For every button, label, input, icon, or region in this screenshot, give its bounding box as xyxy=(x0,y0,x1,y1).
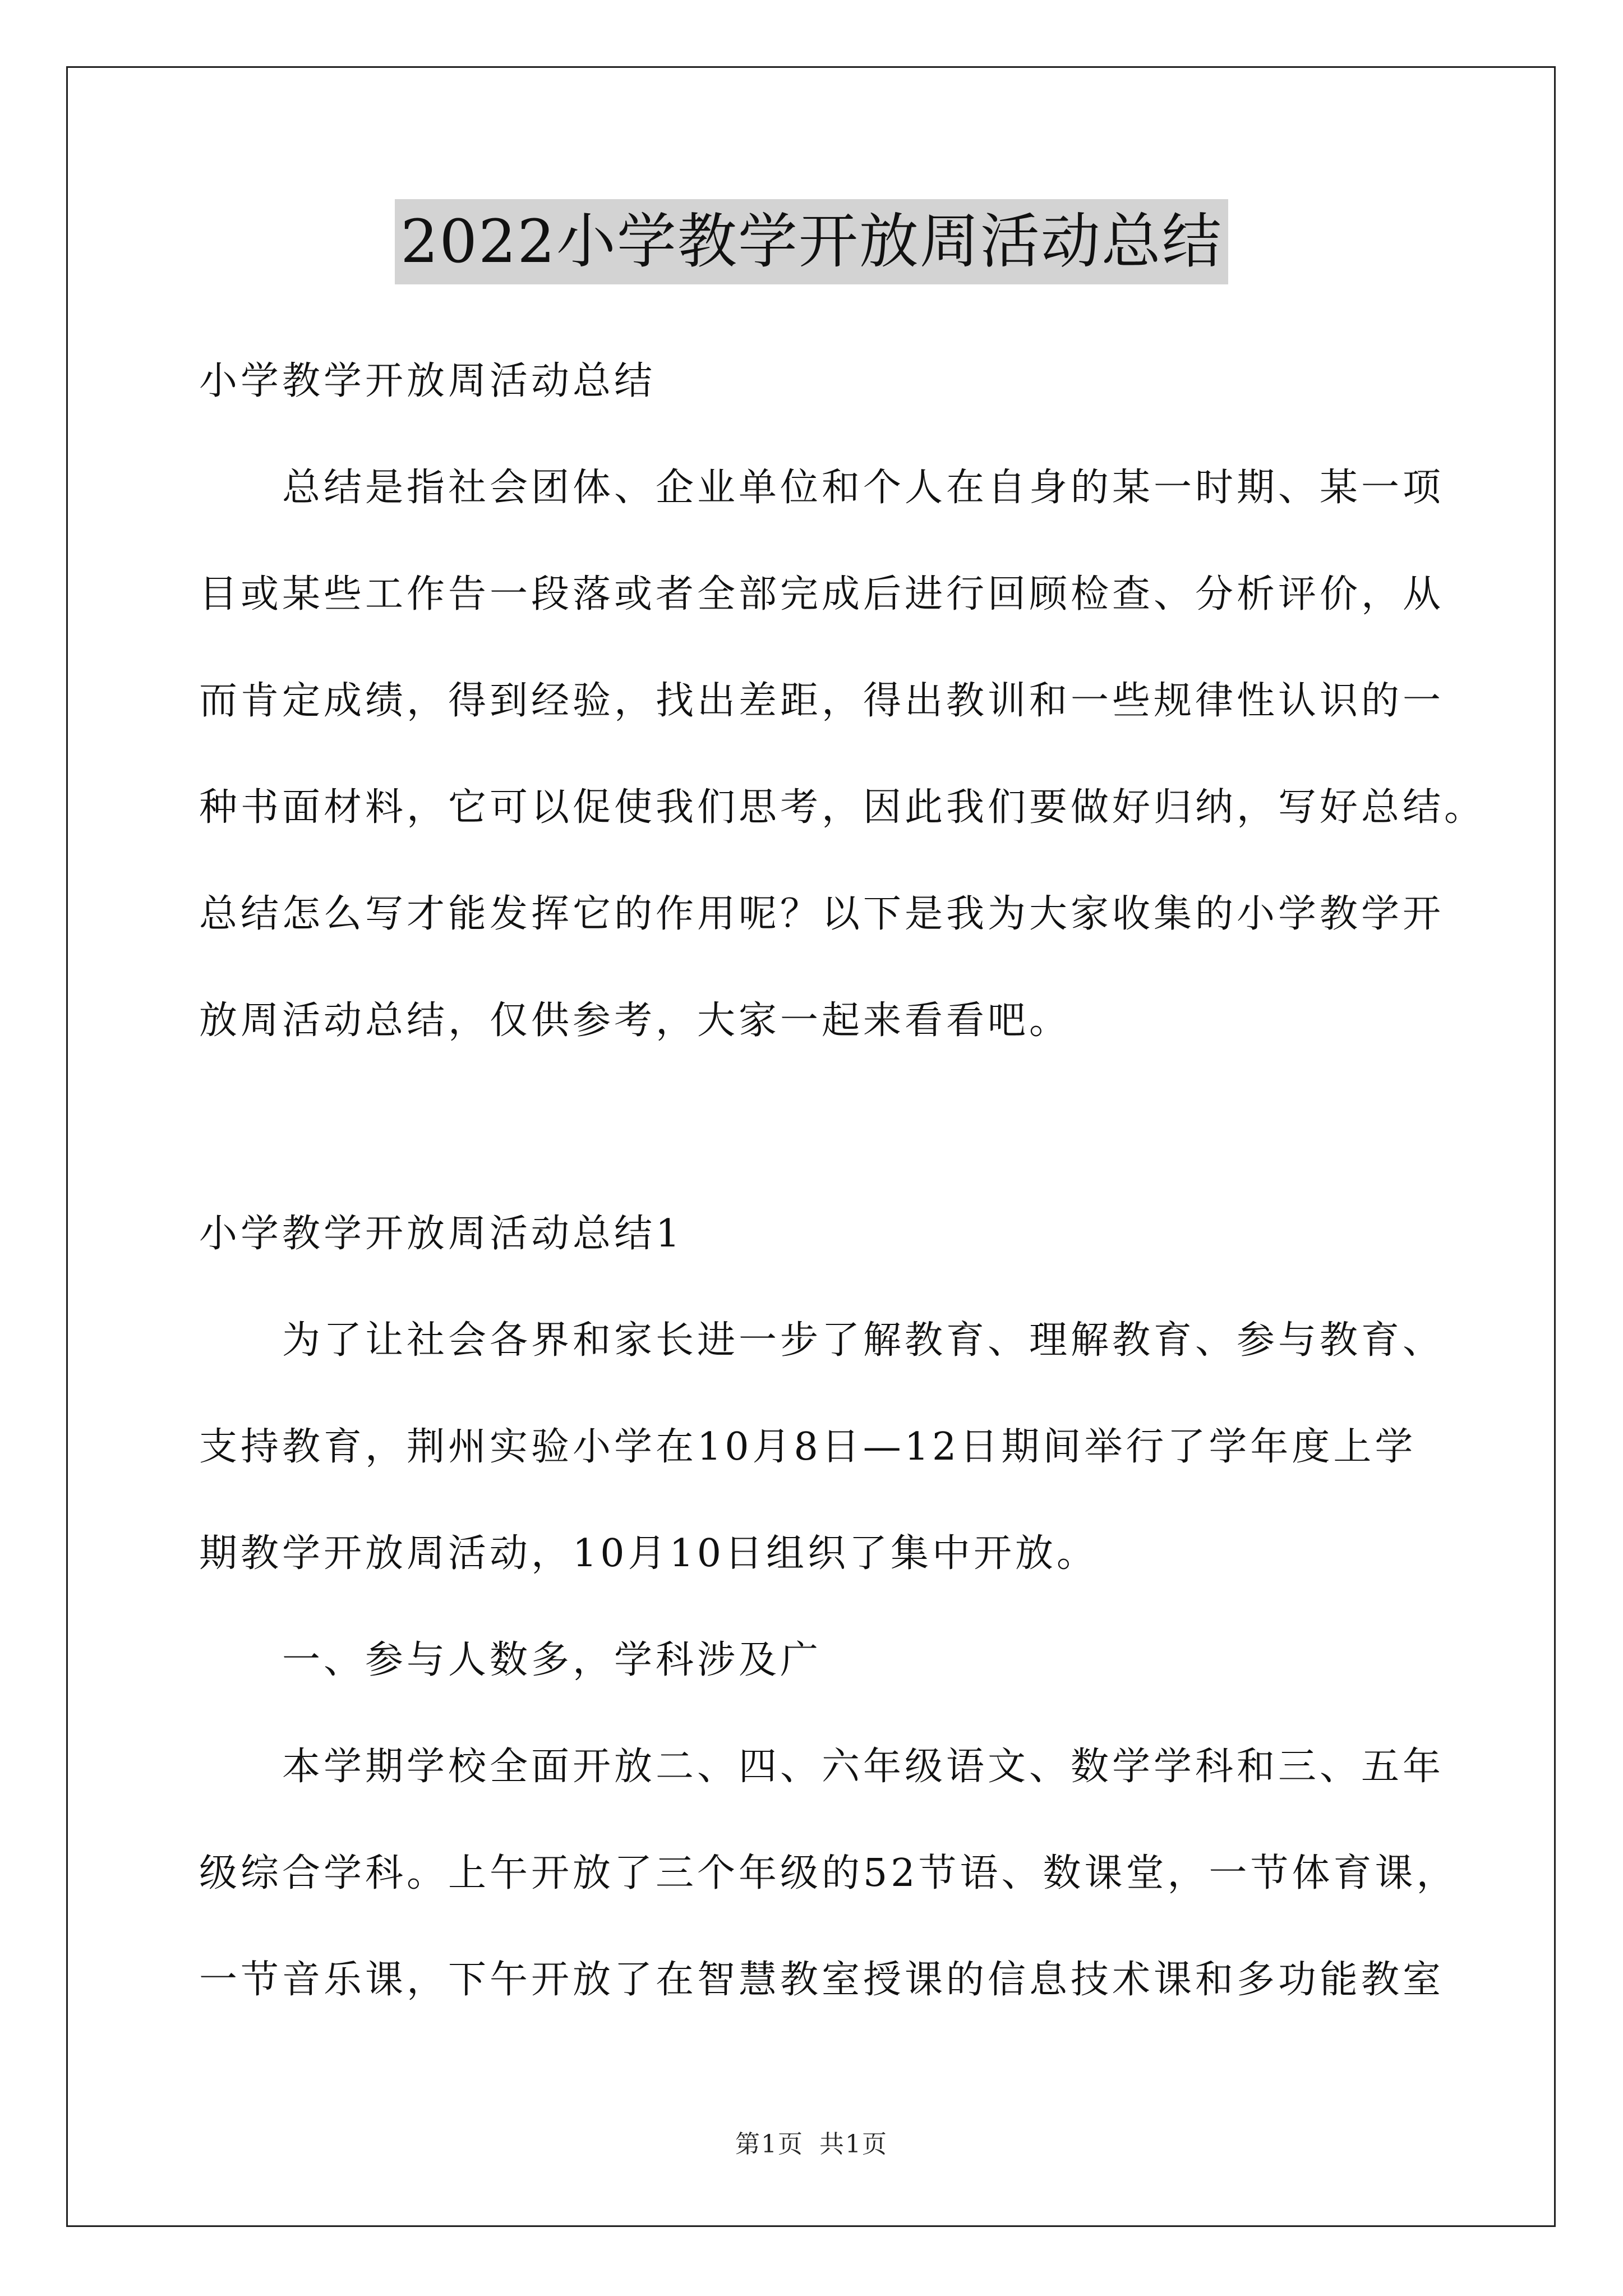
paragraph-line: 为了让社会各界和家长进一步了解教育、理解教育、参与教育、 xyxy=(199,1318,1445,1363)
paragraph-line: 种书面材料，它可以促使我们思考，因此我们要做好归纳，写好总结。 xyxy=(199,785,1486,830)
paragraph-line: 总结怎么写才能发挥它的作用呢？以下是我为大家收集的小学教学开 xyxy=(199,892,1445,936)
paragraph-line: 期教学开放周活动，10月10日组织了集中开放。 xyxy=(199,1531,1099,1576)
title-container xyxy=(0,199,1623,284)
paragraph-line: 本学期学校全面开放二、四、六年级语文、数学学科和三、五年 xyxy=(199,1745,1445,1789)
page-footer xyxy=(0,2129,1623,2160)
paragraph-line: 总结是指社会团体、企业单位和个人在自身的某一时期、某一项 xyxy=(199,466,1445,510)
section-heading: 小学教学开放周活动总结 xyxy=(199,359,656,403)
paragraph-line: 目或某些工作告一段落或者全部完成后进行回顾检查、分析评价，从 xyxy=(199,572,1445,616)
subheading-line: 一、参与人数多，学科涉及广 xyxy=(199,1638,822,1682)
paragraph-line: 支持教育，荆州实验小学在10月8日—12日期间举行了学年度上学 xyxy=(199,1425,1417,1469)
paragraph-line: 放周活动总结，仅供参考，大家一起来看看吧。 xyxy=(199,999,1071,1043)
section-heading: 小学教学开放周活动总结1 xyxy=(199,1212,684,1256)
document-title: 2022小学教学开放周活动总结 xyxy=(395,199,1228,284)
paragraph-line: 一节音乐课，下午开放了在智慧教室授课的信息技术课和多功能教室 xyxy=(199,1958,1445,2002)
page-total: 共1页 xyxy=(819,2130,888,2159)
paragraph-line: 级综合学科。上午开放了三个年级的52节语、数课堂，一节体育课， xyxy=(199,1851,1458,1895)
page-number: 第1页 xyxy=(735,2130,804,2159)
paragraph-line: 而肯定成绩，得到经验，找出差距，得出教训和一些规律性认识的一 xyxy=(199,679,1445,723)
